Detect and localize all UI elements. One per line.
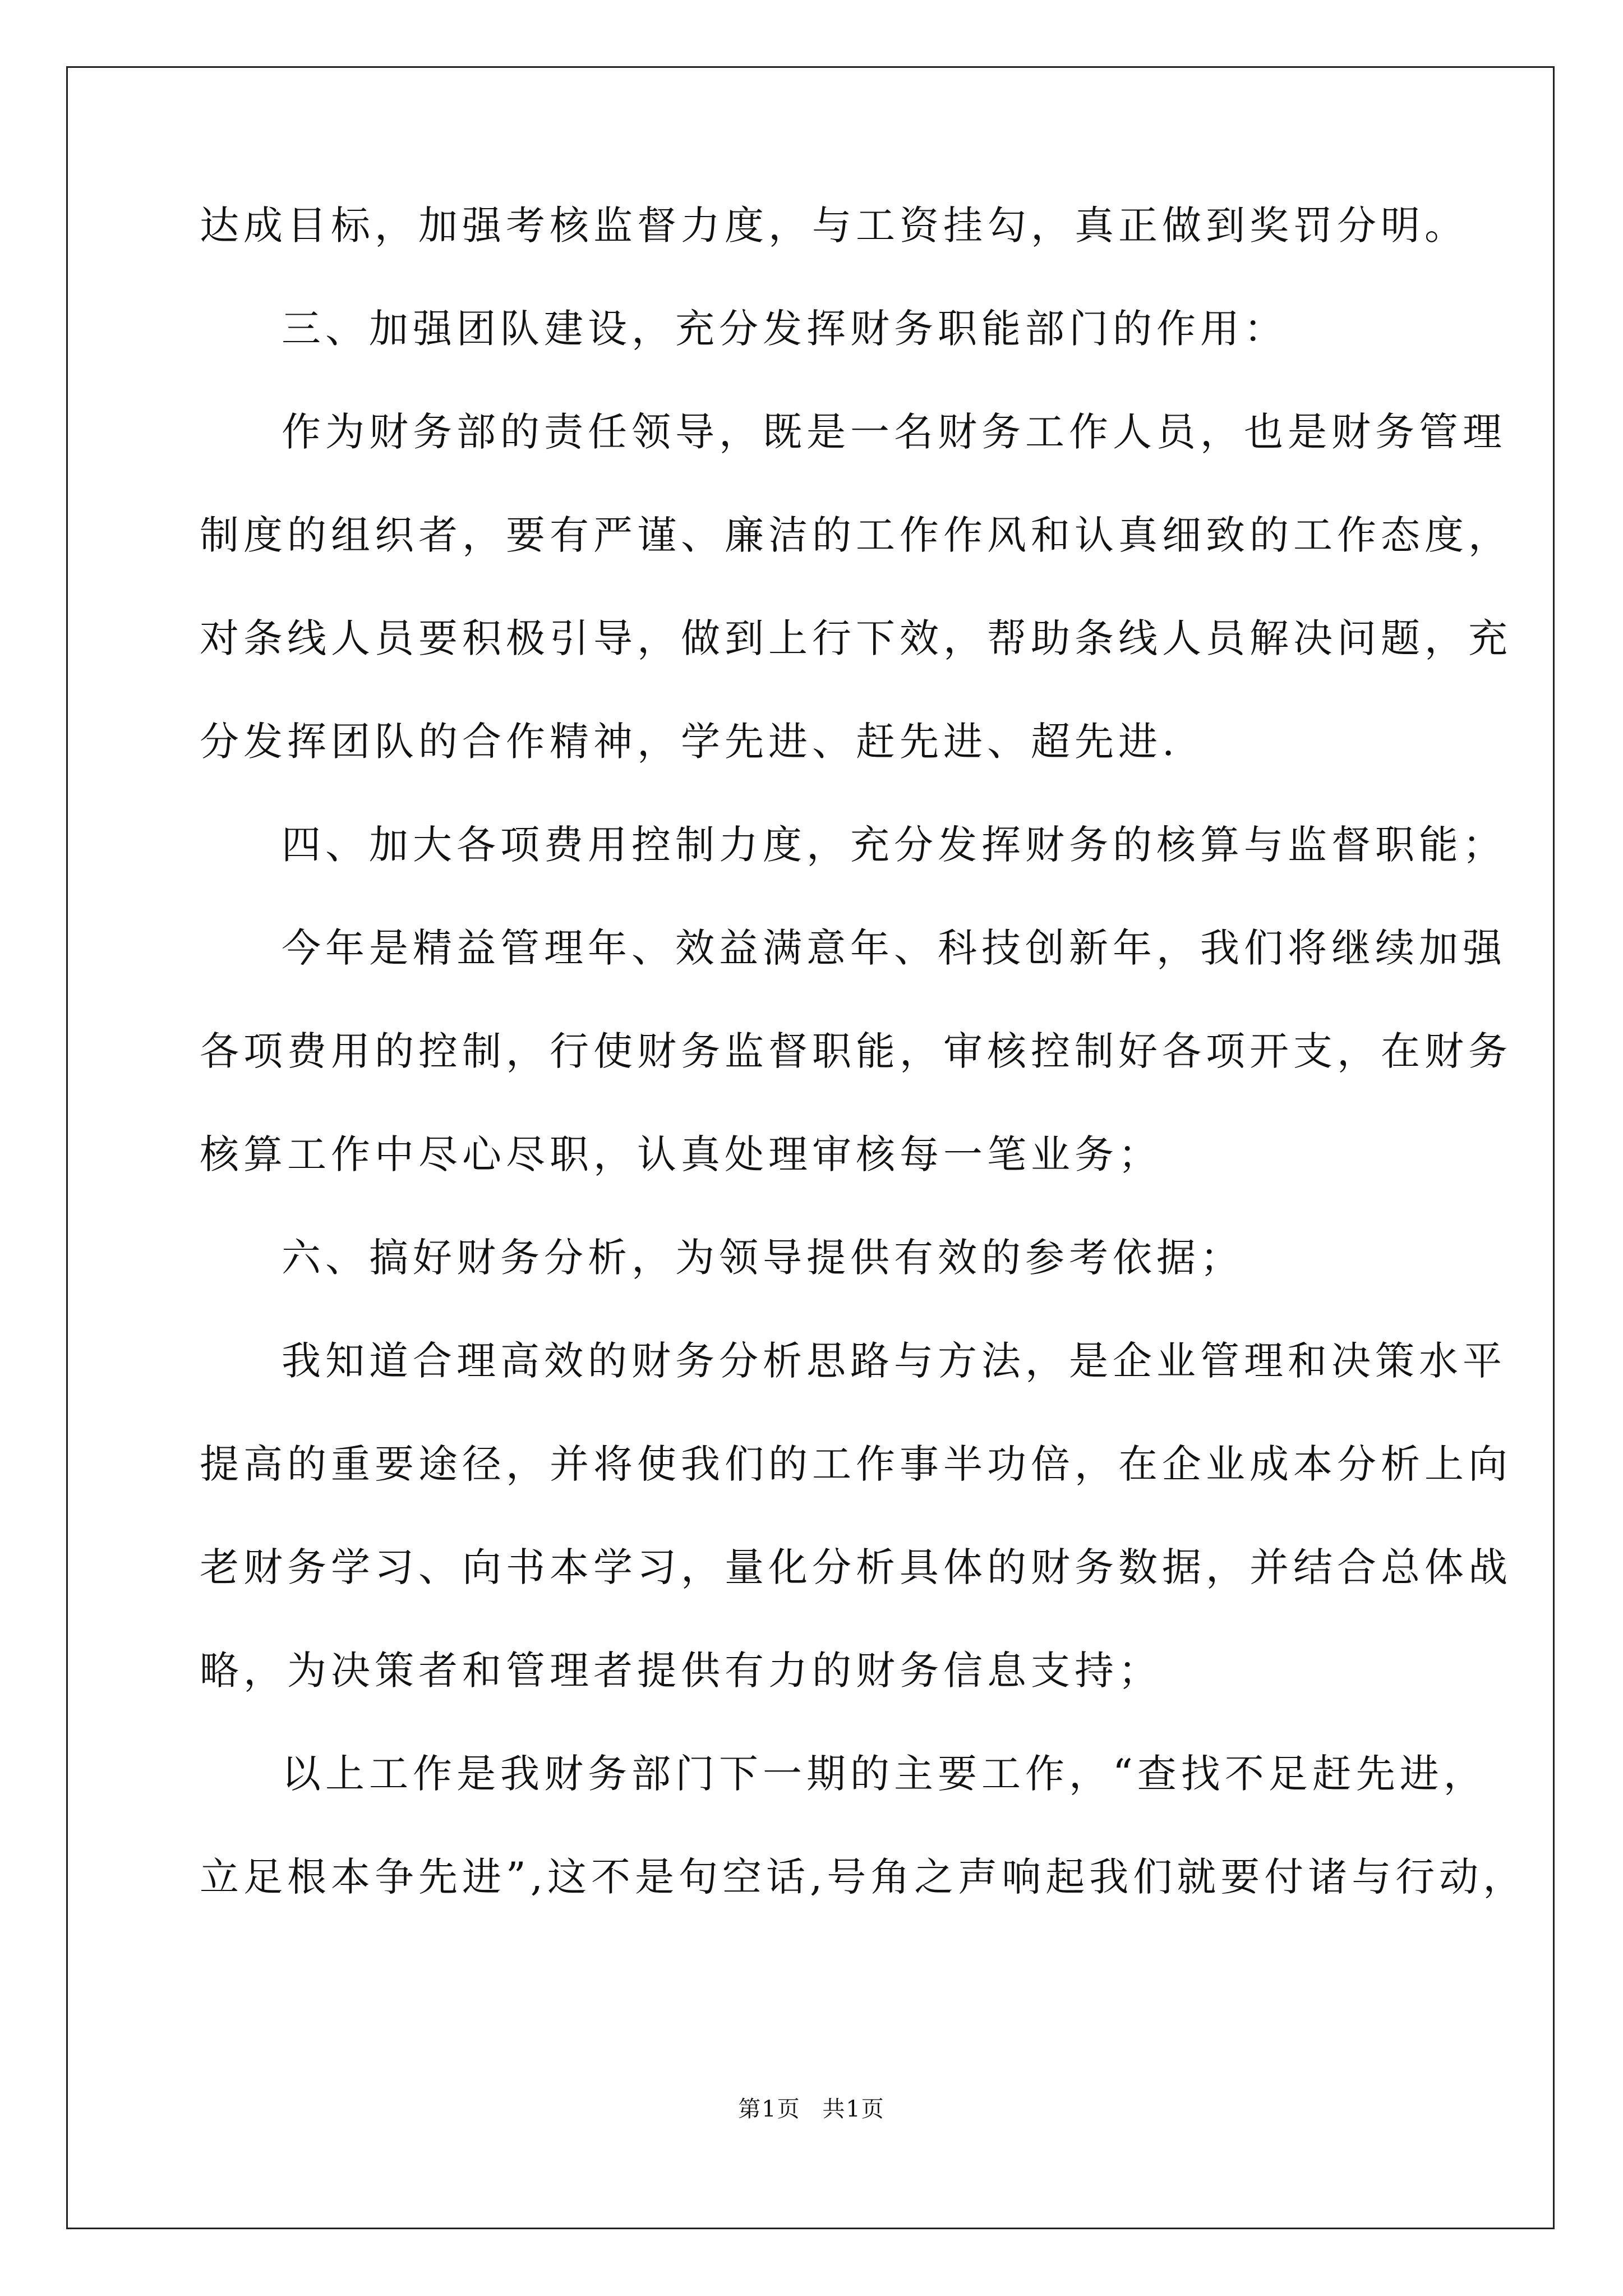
text-line: 老财务学习、向书本学习，量化分析具体的财务数据，并结合总体战: [200, 1544, 1512, 1590]
page-number: 第1页: [738, 2096, 801, 2122]
page-total: 共1页: [822, 2096, 885, 2122]
text-line: 作为财务部的责任领导，既是一名财务工作人员，也是财务管理: [282, 409, 1506, 455]
text-line: 对条线人员要积极引导，做到上行下效，帮助条线人员解决问题，充: [200, 615, 1512, 661]
text-line: 立足根本争先进”,这不是句空话,号角之声响起我们就要付诸与行动，: [200, 1854, 1527, 1900]
text-line: 分发挥团队的合作精神，学先进、赶先进、超先进.: [200, 719, 1179, 765]
text-line: 各项费用的控制，行使财务监督职能，审核控制好各项开支，在财务: [200, 1028, 1512, 1074]
text-line: 略，为决策者和管理者提供有力的财务信息支持；: [200, 1648, 1162, 1694]
text-line: 以上工作是我财务部门下一期的主要工作，“查找不足赶先进，: [282, 1751, 1487, 1797]
text-line: 制度的组织者，要有严谨、廉洁的工作作风和认真细致的工作态度，: [200, 512, 1512, 558]
text-line: 今年是精益管理年、效益满意年、科技创新年，我们将继续加强: [282, 925, 1506, 971]
section-heading: 六、搞好财务分析，为领导提供有效的参考依据；: [282, 1235, 1244, 1281]
page-footer: [0, 2092, 1623, 2126]
text-line: 我知道合理高效的财务分析思路与方法，是企业管理和决策水平: [282, 1338, 1506, 1384]
text-line: 核算工作中尽心尽职，认真处理审核每一笔业务；: [200, 1131, 1162, 1177]
section-heading: 四、加大各项费用控制力度，充分发挥财务的核算与监督职能；: [282, 822, 1506, 868]
text-line: 提高的重要途径，并将使我们的工作事半功倍，在企业成本分析上向: [200, 1441, 1512, 1487]
section-heading: 三、加强团队建设，充分发挥财务职能部门的作用：: [282, 306, 1288, 352]
text-line: 达成目标，加强考核监督力度，与工资挂勾，真正做到奖罚分明。: [200, 203, 1468, 249]
